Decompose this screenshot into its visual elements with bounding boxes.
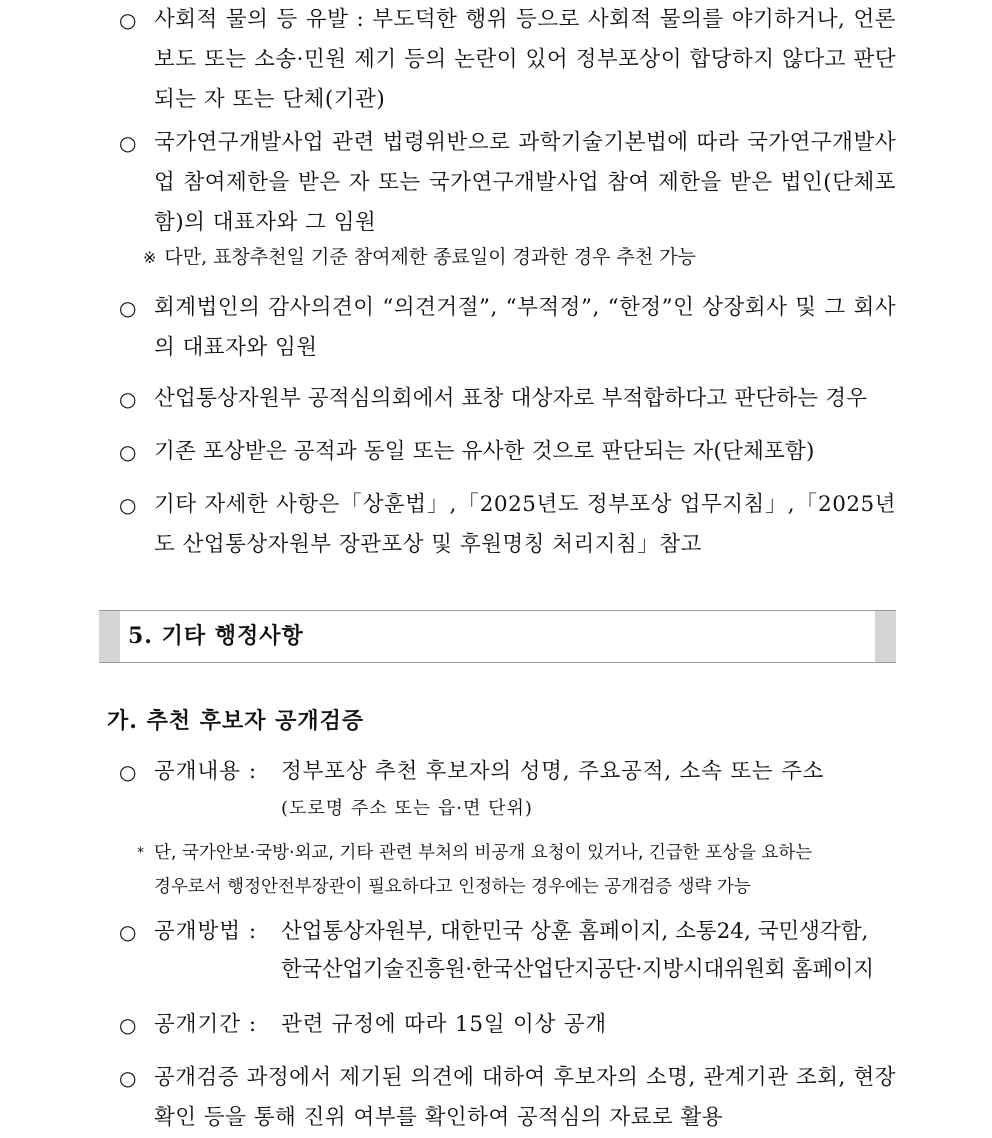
disclosure-period-value: 관련 규정에 따라 15일 이상 공개 (281, 1012, 607, 1037)
list-item-text: 회계법인의 감사의견이 “의견거절”, “부적정”, “한정”인 상장회사 및 그 회사의 대표자와 임원 (154, 295, 896, 360)
section-title: 5. 기타 행정사항 (128, 623, 304, 649)
disclosure-method-continuation: 한국산업기술진흥원·한국산업단지공단·지방시대위원회 홈페이지 (281, 957, 874, 982)
disclosure-content (154, 752, 824, 792)
list-item-text: 기존 포상받은 공적과 동일 또는 유사한 것으로 판단되는 자(단체포함) (154, 439, 815, 464)
reference-note (143, 237, 696, 278)
section-header (99, 610, 896, 663)
bullet-icon: ○ (119, 296, 137, 320)
bullet-icon: ○ (119, 760, 137, 784)
disclosure-content-continuation: (도로명 주소 또는 읍·면 단위) (281, 798, 533, 819)
bullet-icon: ○ (119, 131, 137, 155)
list-item-text: 국가연구개발사업 관련 법령위반으로 과학기술기본법에 따라 국가연구개발사업 참여제한을 받은 자 또는 국가연구개발사업 참여 제한을 받은 법인(단체포함)의 대표자와 그 임원 (154, 130, 896, 235)
bullet-icon: ○ (119, 493, 137, 517)
bullet-icon: ○ (119, 440, 137, 464)
verification-text: 공개검증 과정에서 제기된 의견에 대하여 후보자의 소명, 관계기관 조회, 현장확인 등을 통해 진위 여부를 확인하여 공적심의 자료로 활용 (154, 1065, 896, 1130)
bullet-icon: ○ (119, 1013, 137, 1037)
exception-note-line-1: 단, 국가안보·국방·외교, 기타 관련 부처의 비공개 요청이 있거나, 긴급한 포상을 요하는 (154, 843, 813, 863)
exception-note-line-2: 경우로서 행정안전부장관이 필요하다고 인정하는 경우에는 공개검증 생략 가능 (154, 877, 751, 897)
list-item-text: 산업통상자원부 공적심의회에서 표창 대상자로 부적합하다고 판단하는 경우 (154, 386, 868, 411)
bullet-icon: ○ (119, 1066, 137, 1090)
subsection-title: 가. 추천 후보자 공개검증 (107, 708, 365, 734)
disclosure-method (154, 912, 868, 952)
list-item-text: 사회적 물의 등 유발 : 부도덕한 행위 등으로 사회적 물의를 야기하거나, 언론 보도 또는 소송·민원 제기 등의 논란이 있어 정부포상이 합당하지 않다고 판단되는 자 또는 단체(기관) (154, 7, 896, 112)
bullet-icon: ○ (119, 920, 137, 944)
asterisk-icon: * (137, 845, 144, 861)
exception-note (137, 836, 896, 904)
disclosure-content-label: 공개내용 : (154, 759, 258, 784)
disclosure-method-value: 산업통상자원부, 대한민국 상훈 홈페이지, 소통24, 국민생각함, (281, 919, 869, 944)
section-header-left-bar (99, 611, 120, 662)
disclosure-content-value: 정부포상 추천 후보자의 성명, 주요공적, 소속 또는 주소 (281, 759, 825, 784)
disclosure-period (154, 1005, 607, 1045)
disclosure-period-label: 공개기간 : (154, 1012, 258, 1037)
disclosure-method-label: 공개방법 : (154, 919, 258, 944)
note-mark-icon: ※ (143, 248, 157, 267)
bullet-icon: ○ (119, 387, 137, 411)
section-header-right-bar (875, 611, 896, 662)
bullet-icon: ○ (119, 8, 137, 32)
list-item-text: 기타 자세한 사항은「상훈법」,「2025년도 정부포상 업무지침」,「2025년도 산업통상자원부 장관포상 및 후원명칭 처리지침」참고 (154, 492, 896, 557)
note-text: 다만, 표창추천일 기준 참여제한 종료일이 경과한 경우 추천 가능 (164, 246, 696, 268)
